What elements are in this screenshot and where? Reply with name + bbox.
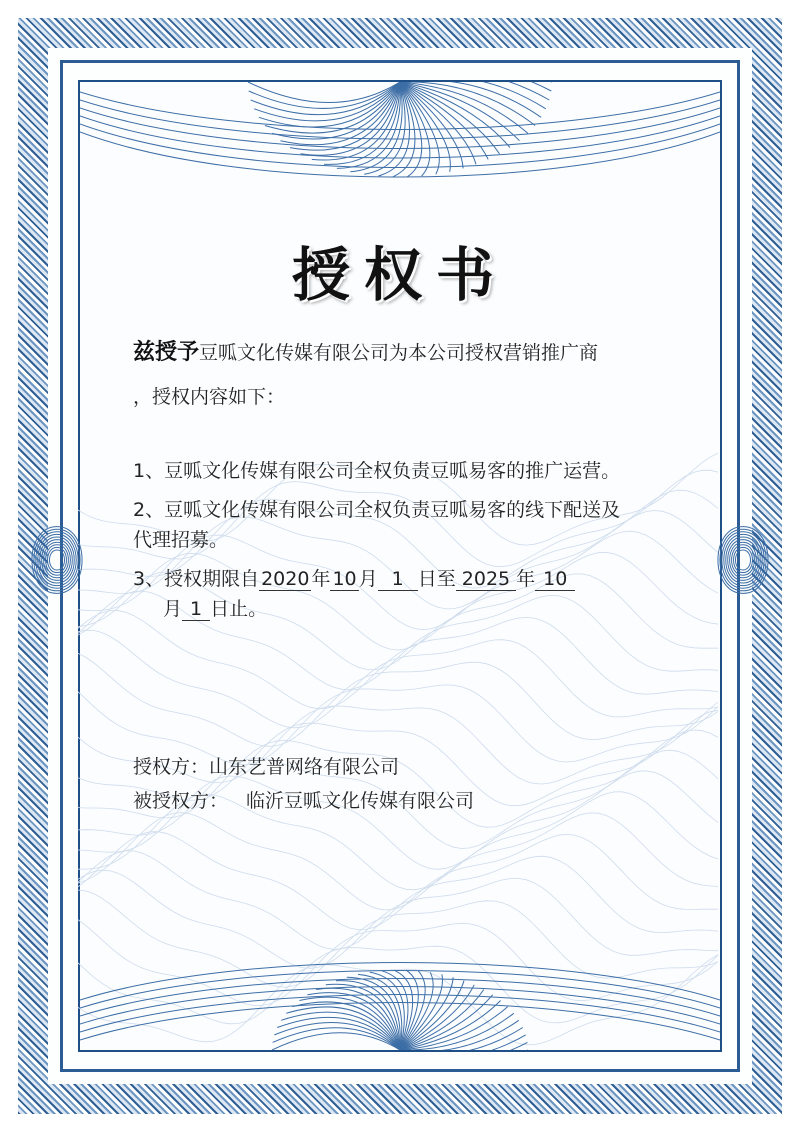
document-body — [133, 338, 673, 633]
term-month-label: 月 — [358, 568, 378, 590]
clause-list — [133, 456, 673, 624]
clause-text-continued: 代理招募。 — [133, 529, 229, 551]
grant-statement — [133, 338, 673, 368]
term-end-year: 2025 — [456, 568, 516, 591]
term-day-to-label: 日至 — [417, 568, 456, 590]
term-start-day: 1 — [378, 568, 418, 591]
grantor-name: 山东艺普网络有限公司 — [209, 756, 400, 778]
grantor-label: 授权方： — [133, 756, 210, 778]
bottom-rosette-ornament — [80, 930, 720, 1050]
grantor-row — [133, 752, 474, 782]
term-start-month: 10 — [332, 568, 357, 590]
term-line-2 — [133, 594, 673, 624]
term-end-day: 1 — [182, 598, 210, 621]
grant-lead: 兹授予 — [133, 340, 200, 365]
term-end-year-label: 年 — [516, 568, 536, 590]
document-title: 授权书 — [291, 241, 508, 309]
term-prefix: 3、授权期限自 — [133, 568, 260, 590]
left-side-ornament — [22, 500, 92, 620]
clause-text: 2、豆呱文化传媒有限公司全权负责豆呱易客的线下配送及 — [133, 499, 621, 521]
right-side-ornament — [708, 500, 778, 620]
grant-text: 豆呱文化传媒有限公司为本公司授权营销推广商 — [199, 342, 599, 364]
term-year-label: 年 — [311, 568, 331, 590]
clause-item — [133, 456, 673, 486]
parties-block — [133, 752, 474, 820]
grantee-label: 被授权方： — [133, 790, 229, 812]
term-end-month: 10 — [535, 568, 575, 591]
clause-term — [133, 564, 673, 624]
grant-text-continued: ，授权内容如下： — [133, 386, 286, 408]
term-end-month-label: 月 — [163, 598, 183, 620]
clause-text: 1、豆呱文化传媒有限公司全权负责豆呱易客的推广运营。 — [133, 460, 621, 482]
top-rosette-ornament — [80, 82, 720, 232]
term-end-label: 日止。 — [210, 598, 268, 620]
grantee-name: 临沂豆呱文化传媒有限公司 — [246, 790, 475, 812]
clause-item — [133, 495, 673, 555]
grantee-row — [133, 786, 474, 816]
term-start-year: 2020 — [261, 568, 310, 590]
